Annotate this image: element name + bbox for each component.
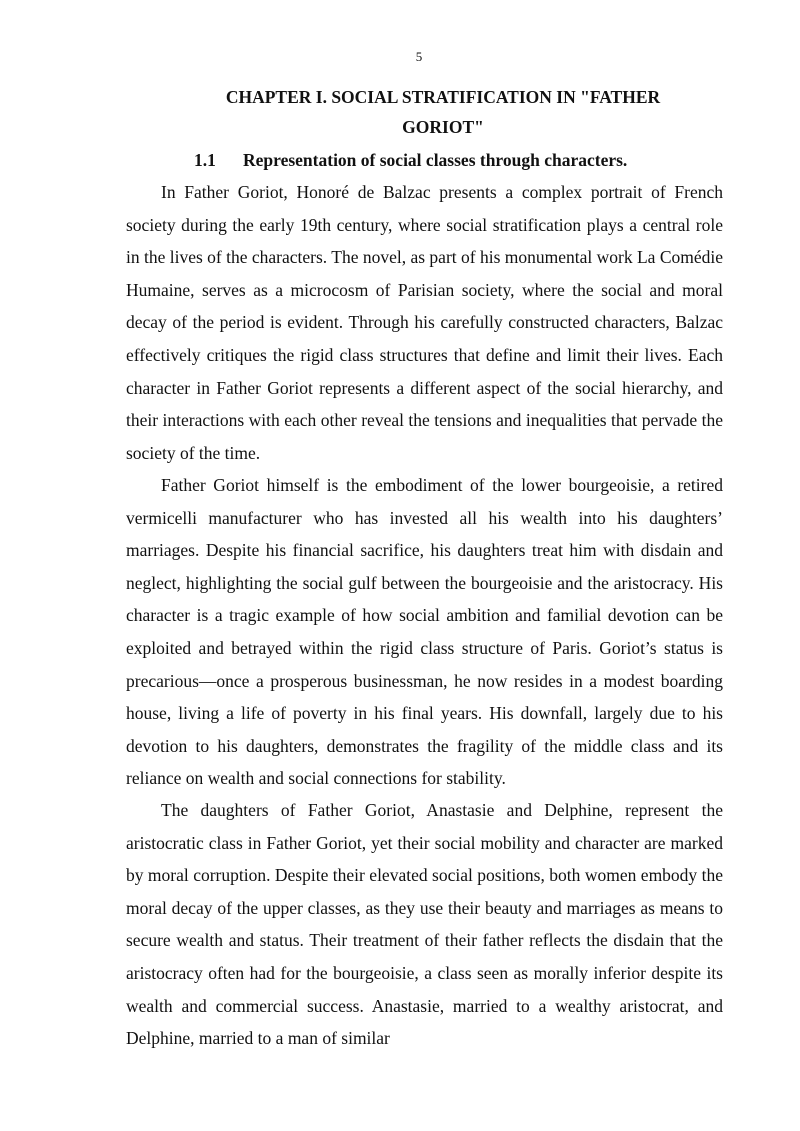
paragraph: The daughters of Father Goriot, Anastasie and Delphine, represent the aristocratic class in Father Goriot, yet their social mobility and character are marked by moral corruption. Despite their elevated social positions, both women embody the moral decay of the upper classes, as they use their beauty and marriages as means to secure wealth and status. Their treatment of their father reflects the disdain that the aristocracy often had for the bourgeoisie, a class seen as morally inferior despite its wealth and commercial success. Anastasie, married to a wealthy aristocrat, and Delphine, married to a man of similar xyxy=(126,800,723,1049)
section-heading xyxy=(194,147,714,173)
section-title: Representation of social classes through characters. xyxy=(243,150,628,170)
section-number: 1.1 xyxy=(194,150,216,170)
chapter-title: CHAPTER I. SOCIAL STRATIFICATION IN "FATHER GORIOT" xyxy=(225,87,661,137)
page-number: 5 xyxy=(415,49,423,64)
paragraph: Father Goriot himself is the embodiment of the lower bourgeoisie, a retired vermicelli manufacturer who has invested all his wealth into his daughters’ marriages. Despite his financial sacrifice, his daughters treat him with disdain and neglect, highlighting the social gulf between the bourgeoisie and the aristocracy. His character is a tragic example of how social ambition and familial devotion can be exploited and betrayed within the rigid class structure of Paris. Goriot’s status is precarious—once a prosperous businessman, he now resides in a modest boarding house, living a life of poverty in his final years. His downfall, largely due to his devotion to his daughters, demonstrates the fragility of the middle class and its reliance on wealth and social connections for stability. xyxy=(126,475,723,789)
paragraph: In Father Goriot, Honoré de Balzac presents a complex portrait of French society during the early 19th century, where social stratification plays a central role in the lives of the characters. The novel, as part of his monumental work La Comédie Humaine, serves as a microcosm of Parisian society, where the social and moral decay of the period is evident. Through his carefully constructed characters, Balzac effectively critiques the rigid class structures that define and limit their lives. Each character in Father Goriot represents a different aspect of the social hierarchy, and their interactions with each other reveal the tensions and inequalities that pervade the society of the time. xyxy=(126,182,723,463)
